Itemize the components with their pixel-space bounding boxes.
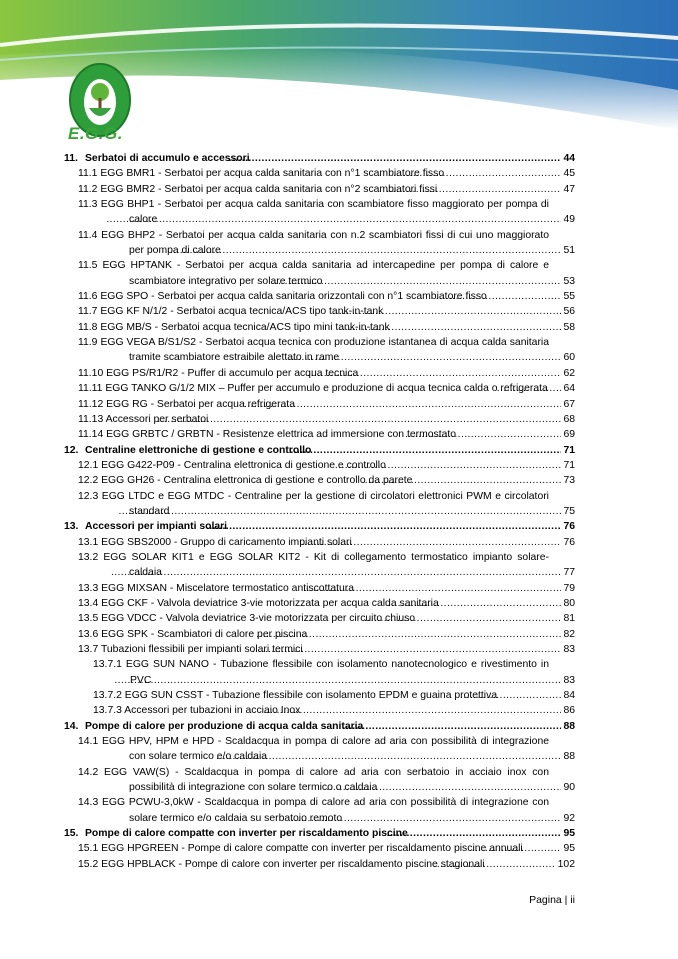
toc-entry-title: Tubazioni flessibili per impianti solari termici ..... (101, 644, 303, 655)
toc-entry-page: 81 (561, 611, 575, 626)
toc-entry[interactable] (64, 765, 575, 796)
toc-entry[interactable] (64, 151, 575, 166)
toc-entry-number: 13.7.3 (93, 705, 122, 717)
toc-entry-number: 11.8 (78, 321, 98, 333)
toc-entry-title: Centraline elettroniche di gestione e controllo ..... (85, 445, 311, 456)
toc-entry-number: 13.2 (78, 551, 99, 563)
toc-entry-page: 82 (561, 627, 575, 642)
toc-entry-page: 83 (561, 673, 575, 688)
toc-entry-title: Accessori per impianti solari ..... (85, 521, 227, 532)
toc-entry-number: 15.2 (78, 858, 99, 870)
toc-entry[interactable] (64, 489, 575, 520)
toc-entry-title: EGG HPV, HPM e HPD - Scaldacqua in pompa di calore ad aria con possibilità di integrazione con solare termico e/o caldaia ..... (102, 736, 549, 762)
toc-entry-page: 73 (561, 473, 575, 488)
toc-entry-number: 13.4 (78, 597, 99, 609)
toc-entry-page: 102 (556, 857, 575, 872)
toc-entry-number: 11.3 (78, 199, 98, 211)
toc-entry-title: EGG LTDC e EGG MTDC - Centraline per la gestione di circolatori elettronici PWM e circolatori standard ..... (102, 491, 549, 517)
toc-entry-page: 76 (561, 535, 575, 550)
toc-entry-number: 14.3 (78, 797, 99, 809)
toc-entry-number: 11. (64, 153, 78, 164)
toc-entry-number: 12.1 (78, 459, 99, 471)
toc-entry[interactable] (64, 519, 575, 534)
toc-entry[interactable] (64, 443, 575, 458)
toc-entry-title: EGG HPTANK - Serbatoi per acqua calda sanitaria ad intercapedine per pompa di calore e scambiatore integrativo per solare termico ..... (102, 260, 549, 286)
toc-entry-number: 15.1 (78, 843, 99, 855)
toc-entry[interactable] (64, 381, 575, 396)
toc-entry-page: 68 (561, 412, 575, 427)
toc-entry-title: Pompe di calore compatte con inverter per riscaldamento piscine ..... (85, 828, 408, 839)
toc-entry[interactable] (64, 458, 575, 473)
toc-entry-number: 13. (64, 521, 79, 533)
toc-entry-page: 45 (561, 166, 575, 181)
toc-entry[interactable] (64, 197, 575, 228)
toc-entry-number: 14.2 (78, 766, 99, 778)
toc-entry-page: 49 (561, 212, 575, 227)
toc-entry[interactable] (64, 320, 575, 335)
toc-entry-number: 11.13 (78, 413, 104, 425)
toc-entry-page: 47 (561, 182, 575, 197)
toc-entry-title: EGG SBS2000 - Gruppo di caricamento impianti solari ..... (101, 537, 352, 548)
toc-entry-page: 95 (561, 826, 575, 841)
toc-entry-number: 11.4 (78, 229, 98, 241)
toc-entry-title: EGG SPK - Scambiatori di calore per piscina ..... (101, 629, 307, 640)
toc-entry-page: 83 (561, 642, 575, 657)
toc-entry-page: 80 (561, 596, 575, 611)
toc-entry[interactable] (64, 611, 575, 626)
page-footer: Pagina | ii (529, 894, 575, 906)
toc-entry-page: 95 (561, 841, 575, 856)
toc-entry-title: EGG BMR1 - Serbatoi per acqua calda sanitaria con n°1 scambiatore fisso ..... (100, 168, 444, 179)
toc-entry-page: 60 (561, 350, 575, 365)
toc-entry-title: EGG HPGREEN - Pompe di calore compatte con inverter per riscaldamento piscine annuali ..... (101, 843, 523, 854)
toc-entry-title: EGG SUN CSST - Tubazione flessibile con isolamento EPDM e guaina protettiva ..... (125, 690, 497, 701)
toc-entry-page: 64 (561, 381, 575, 396)
toc-entry-title: EGG CKF - Valvola deviatrice 3-vie motorizzata per acqua calda sanitaria ..... (101, 598, 439, 609)
toc-entry-number: 11.12 (78, 398, 104, 410)
toc-entry-number: 13.7 (78, 644, 99, 655)
toc-entry-page: 51 (561, 243, 575, 258)
toc-entry-number: 14. (64, 720, 79, 732)
toc-entry-number: 11.7 (78, 306, 98, 318)
toc-entry-title: EGG RG - Serbatoi per acqua refrigerata ..... (106, 399, 295, 410)
toc-entry-page: 53 (561, 274, 575, 289)
toc-entry-page: 86 (561, 703, 575, 718)
toc-entry-title: EGG BMR2 - Serbatoi per acqua calda sanitaria con n°2 scambiatori fissi ..... (100, 184, 437, 195)
toc-entry[interactable] (64, 581, 575, 596)
toc-entry-title: EGG PS/R1/R2 - Puffer di accumulo per acqua tecnica ..... (106, 368, 358, 379)
toc-entry[interactable] (64, 335, 575, 366)
toc-entry-number: 13.3 (78, 582, 99, 594)
toc-entry-title: EGG VEGA B/S1/S2 - Serbatoi acqua tecnica con produzione istantanea di acqua calda sanitaria tramite scambiatore estraibile alettato in rame ..... (100, 337, 549, 363)
toc-entry-page: 44 (561, 151, 575, 166)
toc-entry-title: EGG SPO - Serbatoi per acqua calda sanitaria orizzontali con n°1 scambiatore fisso ..... (100, 291, 487, 302)
toc-entry[interactable] (64, 182, 575, 197)
toc-entry[interactable] (64, 688, 575, 703)
toc-entry[interactable] (64, 857, 575, 872)
toc-entry[interactable] (64, 427, 575, 442)
toc-entry[interactable] (64, 258, 575, 289)
table-of-contents (64, 151, 575, 872)
toc-entry-number: 11.11 (78, 383, 103, 395)
toc-entry-title: EGG KF N/1/2 - Serbatoi acqua tecnica/ACS tipo tank-in-tank ..... (100, 306, 383, 317)
toc-entry-page: 79 (561, 581, 575, 596)
toc-entry-number: 12.3 (78, 490, 99, 502)
toc-entry-title: Accessori per serbatoi ..... (106, 414, 209, 425)
toc-entry-number: 13.1 (78, 536, 99, 548)
toc-entry[interactable] (64, 795, 575, 826)
toc-entry-title: EGG GH26 - Centralina elettronica di gestione e controllo da parete ..... (101, 475, 412, 486)
toc-entry-title: EGG G422-P09 - Centralina elettronica di gestione e controllo ..... (101, 460, 386, 471)
toc-entry-title: EGG BHP2 - Serbatoi per acqua calda sanitaria con n.2 scambiatori fissi di cui uno maggiorato per pompa di calore ..... (101, 230, 549, 256)
toc-entry-number: 11.2 (78, 183, 98, 195)
logo-text: E.G.G. (68, 124, 123, 143)
toc-entry-number: 11.1 (78, 168, 98, 180)
toc-entry[interactable] (64, 535, 575, 550)
toc-entry-title: EGG GRBTC / GRBTN - Resistenze elettrica ad immersione con termostato ..... (106, 429, 456, 440)
toc-entry-page: 67 (561, 397, 575, 412)
toc-entry[interactable] (64, 550, 575, 581)
toc-entry-title: Serbatoi di accumulo e accessori ..... (85, 153, 250, 164)
toc-entry-number: 11.5 (78, 260, 98, 272)
toc-entry[interactable] (64, 826, 575, 841)
toc-entry-title: EGG SOLAR KIT1 e EGG SOLAR KIT2 - Kit di collegamento termostatico impianto solare-caldaia ..... (103, 552, 549, 578)
toc-entry-number: 11.9 (78, 337, 98, 349)
toc-entry[interactable] (64, 627, 575, 642)
toc-entry-number: 11.6 (78, 291, 98, 303)
toc-entry-page: 75 (561, 504, 575, 519)
toc-entry-title: EGG MIXSAN - Miscelatore termostatico antiscottatura ..... (101, 583, 354, 594)
toc-entry-number: 13.7.1 (93, 659, 122, 671)
toc-entry[interactable] (64, 228, 575, 259)
toc-entry-number: 14.1 (78, 736, 99, 748)
toc-entry-number: 11.10 (78, 367, 104, 379)
toc-entry[interactable] (64, 657, 575, 688)
toc-entry-number: 12.2 (78, 475, 99, 487)
toc-entry-number: 12. (64, 444, 79, 456)
toc-entry-number: 11.14 (78, 429, 104, 441)
toc-entry[interactable] (64, 703, 575, 718)
toc-entry-title: EGG PCWU-3,0kW - Scaldacqua in pompa di calore ad aria con possibilità di integrazione con solare termico e/o caldaia su serbatoio remoto ..... (102, 797, 549, 823)
toc-entry[interactable] (64, 734, 575, 765)
toc-entry-page: 71 (561, 458, 575, 473)
toc-entry[interactable] (64, 473, 575, 488)
toc-entry-number: 15. (64, 828, 79, 840)
toc-entry[interactable] (64, 412, 575, 427)
toc-entry-page: 77 (561, 565, 575, 580)
toc-entry-title: Accessori per tubazioni in acciaio Inox ..... (124, 705, 300, 716)
toc-entry-title: EGG HPBLACK - Pompe di calore con inverter per riscaldamento piscine stagionali ..... (101, 859, 484, 870)
toc-entry-page: 76 (561, 519, 575, 534)
toc-entry-title: EGG VAW(S) - Scaldacqua in pompa di calore ad aria con serbatoio in acciaio inox con possibilità di integrazione con solare termico o caldaia ..... (104, 767, 549, 793)
toc-entry-page: 55 (561, 289, 575, 304)
toc-entry-number: 13.6 (78, 628, 99, 640)
toc-entry[interactable] (64, 719, 575, 734)
toc-entry-number: 13.5 (78, 613, 99, 625)
toc-entry-title: Pompe di calore per produzione di acqua calda sanitaria ..... (85, 721, 363, 732)
toc-entry[interactable] (64, 642, 575, 657)
toc-entry-title: EGG TANKO G/1/2 MIX – Puffer per accumulo e produzione di acqua tecnica calda o refrigerata ..... (105, 383, 547, 394)
toc-entry[interactable] (64, 289, 575, 304)
toc-entry[interactable] (64, 596, 575, 611)
toc-entry-page: 88 (561, 719, 575, 734)
toc-entry-page: 88 (561, 749, 575, 764)
toc-entry-page: 58 (561, 320, 575, 335)
toc-entry-number: 13.7.2 (93, 690, 122, 702)
toc-entry-page: 92 (561, 811, 575, 826)
toc-entry[interactable] (64, 304, 575, 319)
toc-entry-title: EGG VDCC - Valvola deviatrice 3-vie motorizzata per circuito chiuso ..... (101, 613, 415, 624)
toc-entry-page: 90 (561, 780, 575, 795)
toc-entry[interactable] (64, 166, 575, 181)
toc-entry-title: EGG MB/S - Serbatoi acqua tecnica/ACS tipo mini tank-in-tank ..... (100, 322, 389, 333)
toc-entry-title: EGG SUN NANO - Tubazione flessibile con isolamento nanotecnologico e rivestimento in PVC ..... (126, 659, 549, 685)
toc-entry-page: 69 (561, 427, 575, 442)
toc-entry[interactable] (64, 397, 575, 412)
toc-entry-title: EGG BHP1 - Serbatoi per acqua calda sanitaria con scambiatore fisso maggiorato per pompa di calore ..... (101, 199, 549, 225)
toc-entry-page: 71 (561, 443, 575, 458)
toc-entry-page: 62 (561, 366, 575, 381)
toc-entry[interactable] (64, 366, 575, 381)
toc-entry[interactable] (64, 841, 575, 856)
toc-entry-page: 84 (561, 688, 575, 703)
toc-entry-page: 56 (561, 304, 575, 319)
